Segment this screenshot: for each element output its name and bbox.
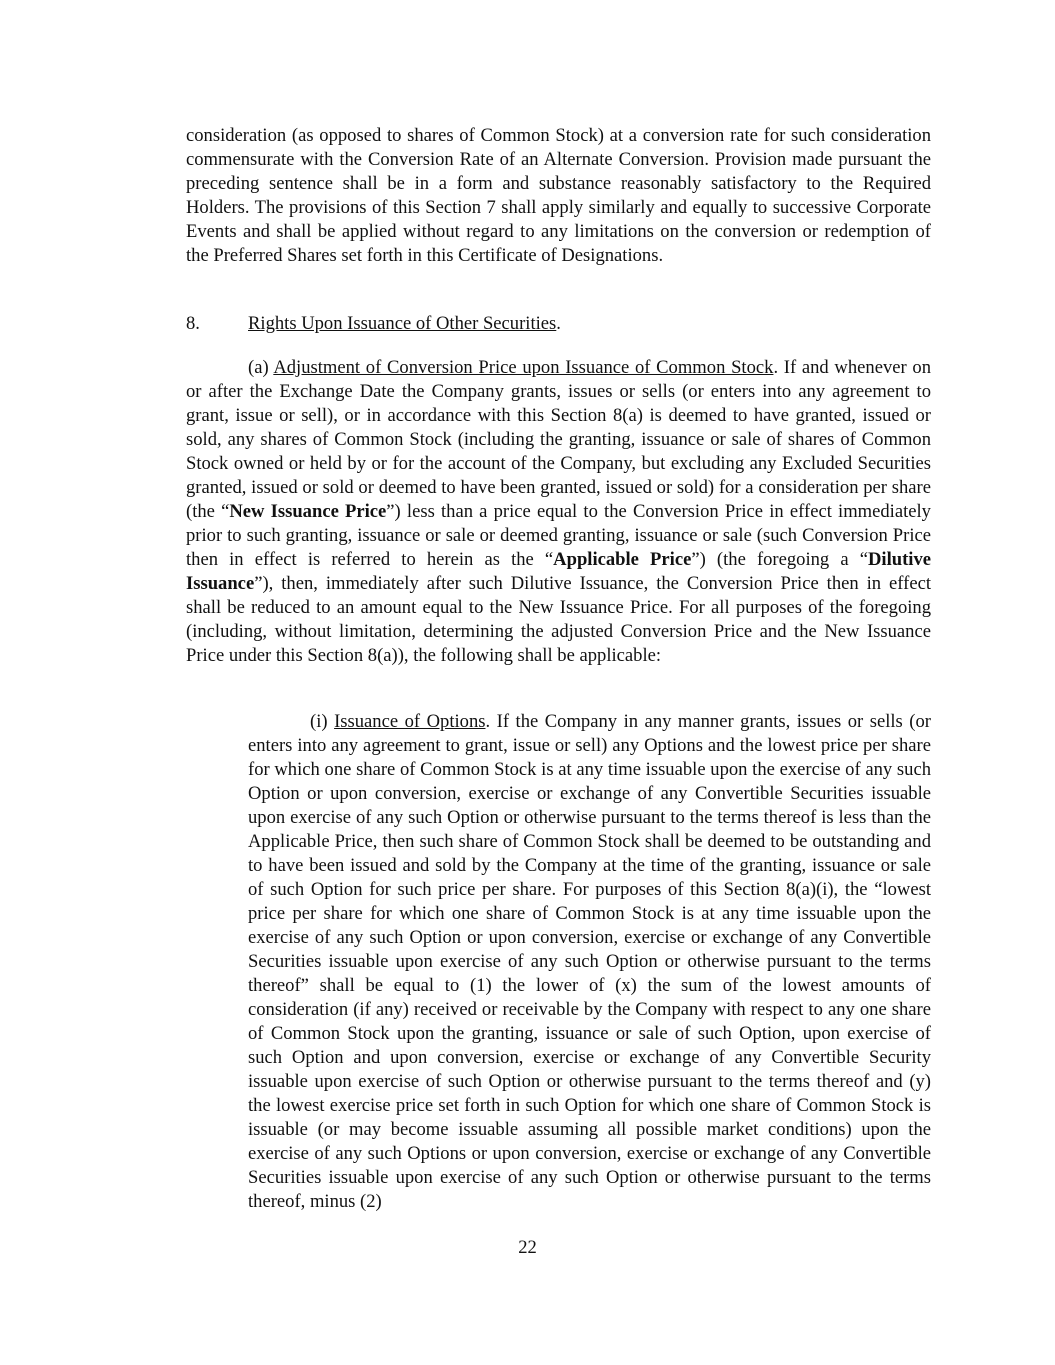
subsection-i-title: Issuance of Options: [334, 711, 486, 732]
subsection-a-text-2: ”) less than a price equal to the Conversion Price in effect immediately prior to such granting, issuance or sale or deemed granting, issuance or sale (such Conversion Price then in effect is referred to herein as the “: [186, 501, 931, 570]
subsection-a-title: Adjustment of Conversion Price upon Issuance of Common Stock: [273, 357, 774, 378]
defined-term-dilutive-issuance: Dilutive Issuance: [186, 549, 931, 594]
subsection-i-label: (i): [310, 711, 335, 732]
subsection-i-text: . If the Company in any manner grants, issues or sells (or enters into any agreement to grant, issue or sell) any Options and the lowest price per share for which one share of Common Stock is at any time issuable upon the exercise of any such Option or upon conversion, exercise or exchange of any Convertible Securities issuable upon exercise of any such Option or otherwise pursuant to the terms thereof is less than the Applicable Price, then such share of Common Stock shall be deemed to be outstanding and to have been issued and sold by the Company at the time of the granting, issuance or sale of such Option for such price per share. For purposes of this Section 8(a)(i), the “lowest price per share for which one share of Common Stock is at any time issuable upon the exercise of any such Option or upon conversion, exercise or exchange of any Convertible Securities issuable upon exercise of any such Option or otherwise pursuant to the terms thereof” shall be equal to (1) the lower of (x) the sum of the lowest amounts of consideration (if any) received or receivable by the Company with respect to any one share of Common Stock upon the granting, issuance or sale of such Option, upon exercise of such Option and upon conversion, exercise or exchange of any Convertible Security issuable upon exercise of such Option or otherwise pursuant to the terms thereof and (y) the lowest exercise price set forth in such Option for which one share of Common Stock is issuable (or may become issuable assuming all possible market conditions) upon the exercise of any such Options or upon conversion, exercise or exchange of any Convertible Securities issuable upon exercise of any such Option or otherwise pursuant to the terms thereof, minus (2): [248, 711, 931, 1212]
subsection-a-text-3: ”) (the foregoing a “: [691, 549, 868, 570]
subsection-i-paragraph: [248, 710, 931, 1214]
section-number: 8.: [186, 313, 200, 334]
section-heading: [186, 312, 931, 336]
defined-term-new-issuance-price: New Issuance Price: [229, 501, 387, 522]
subsection-a-paragraph: [186, 356, 931, 668]
subsection-a-text-4: ”), then, immediately after such Dilutive Issuance, the Conversion Price then in effect shall be reduced to an amount equal to the New Issuance Price. For all purposes of the foregoing (including, without limitation, determining the adjusted Conversion Price and the New Issuance Price under this Section 8(a)), the following shall be applicable:: [186, 573, 931, 666]
defined-term-applicable-price: Applicable Price: [553, 549, 692, 570]
subsection-a-label: (a): [248, 357, 274, 378]
section-title-suffix: .: [556, 313, 561, 334]
section-title: Rights Upon Issuance of Other Securities: [248, 313, 557, 334]
subsection-a-text-1: . If and whenever on or after the Exchange Date the Company grants, issues or sells (or enters into any agreement to grant, issue or sell), or in accordance with this Section 8(a) is deemed to have granted, issued or sold, any shares of Common Stock (including the granting, issuance or sale of shares of Common Stock owned or held by or for the account of the Company, but excluding any Excluded Securities granted, issued or sold or deemed to have been granted, issued or sold) for a consideration per share (the “: [186, 357, 931, 522]
continuation-paragraph: consideration (as opposed to shares of Common Stock) at a conversion rate for such consideration commensurate with the Conversion Rate of an Alternate Conversion. Provision made pursuant the preceding sentence shall be in a form and substance reasonably satisfactory to the Required Holders. The provisions of this Section 7 shall apply similarly and equally to successive Corporate Events and shall be applied without regard to any limitations on the conversion or redemption of the Preferred Shares set forth in this Certificate of Designations.: [186, 125, 931, 266]
page-number: 22: [518, 1237, 537, 1258]
